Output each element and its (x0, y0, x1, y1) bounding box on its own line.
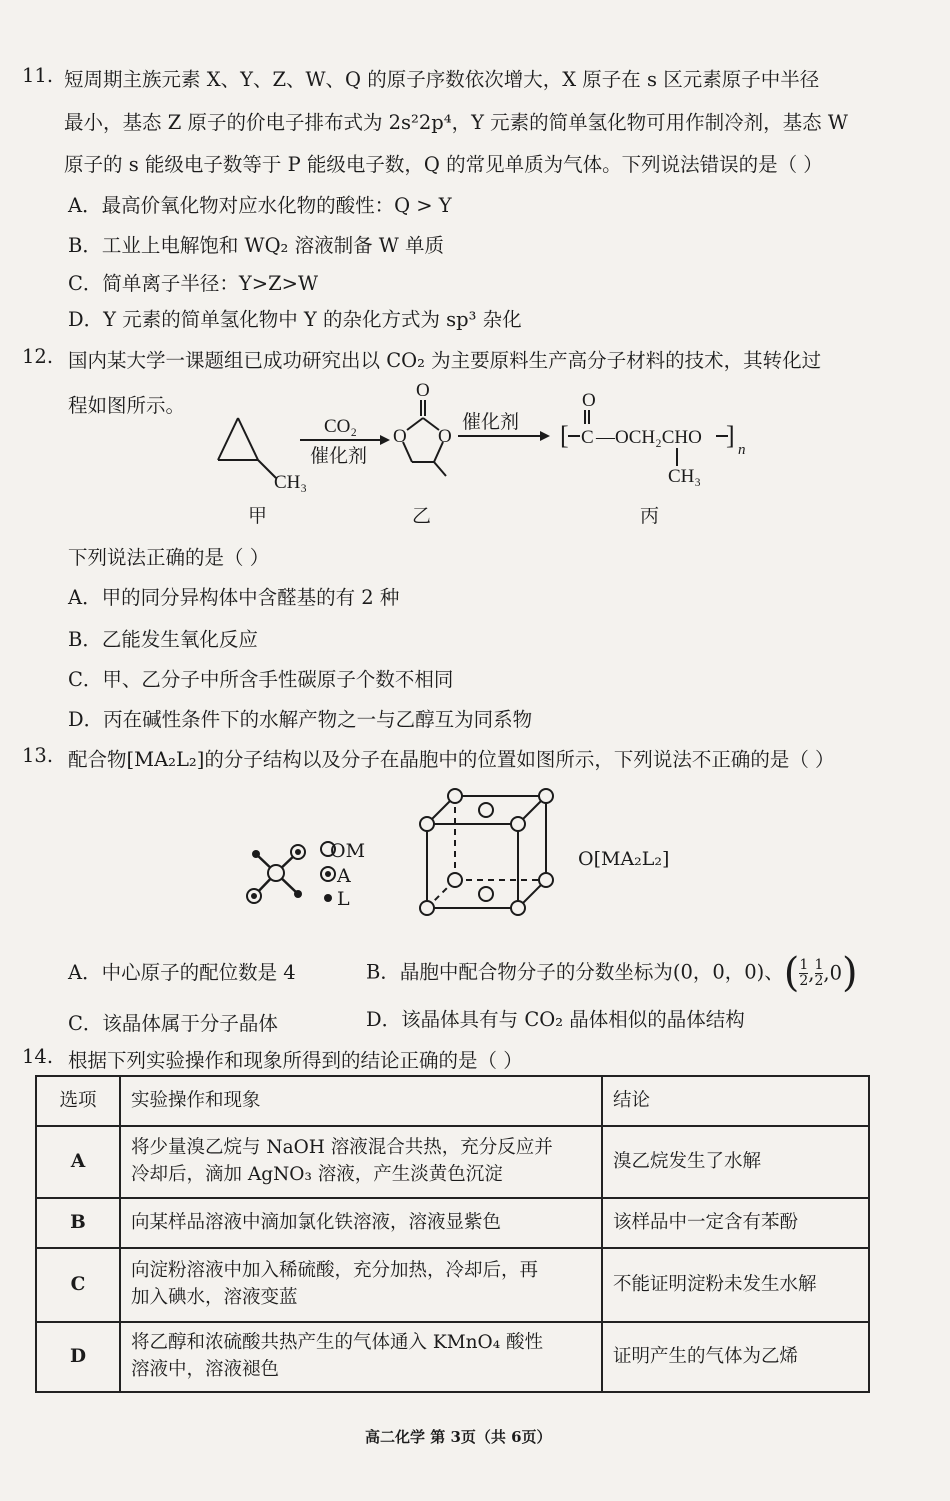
q13-option-a: A．中心原子的配位数是 4 (68, 961, 296, 984)
l-atom (252, 850, 260, 858)
q11-option-c: C．简单离子半径：Y>Z>W (68, 272, 319, 295)
polymer-n: n (738, 442, 746, 458)
header-conclusion: 结论 (602, 1076, 869, 1126)
polymer-ch3: CH₃ (668, 466, 702, 487)
row-option: B (36, 1198, 120, 1248)
q13-option-d: D．该晶体具有与 CO₂ 晶体相似的晶体结构 (366, 1008, 745, 1031)
q13-option-b-text: B．晶胞中配合物分子的分数坐标为(0，0，0)、 (366, 960, 784, 984)
polymer-c: C (581, 427, 594, 448)
cell-legend: O[MA₂L₂] (578, 848, 670, 870)
q13-number: 13. (22, 744, 54, 767)
q13-line: 配合物[MA₂L₂]的分子结构以及分子在晶胞中的位置如图所示，下列说法不正确的是（ ） (68, 748, 835, 771)
row-option: D (36, 1322, 120, 1392)
q13-option-b: B．晶胞中配合物分子的分数坐标为(0，0，0)、( $\frac{1}{2}$ , $\frac{1}{2}$ ,0) (366, 950, 858, 996)
row-operation: 将乙醇和浓硫酸共热产生的气体通入 KMnO₄ 酸性 溶液中，溶液褪色 (120, 1322, 602, 1392)
reaction-scheme (200, 378, 760, 530)
row-conclusion: 不能证明淀粉未发生水解 (602, 1248, 869, 1322)
row-option: A (36, 1126, 120, 1198)
label-bing: 丙 (640, 506, 660, 527)
q12-question: 下列说法正确的是（ ） (68, 546, 270, 569)
q12-option-c: C．甲、乙分子中所含手性碳原子个数不相同 (68, 668, 454, 691)
row-option: C (36, 1248, 120, 1322)
q11-line-2: 最小，基态 Z 原子的价电子排布式为 2s²2p⁴，Y 元素的简单氢化物可用作制冷剂，基态 W (64, 111, 848, 134)
q11-number: 11. (22, 64, 54, 87)
q11-option-b: B．工业上电解饱和 WQ₂ 溶液制备 W 单质 (68, 234, 445, 257)
table-row (36, 1198, 869, 1248)
q14-line: 根据下列实验操作和现象所得到的结论正确的是（ ） (68, 1049, 523, 1072)
jia-ch3: CH₃ (274, 472, 308, 493)
arrow-2-top: 催化剂 (462, 412, 520, 433)
header-operation: 实验操作和现象 (120, 1076, 602, 1126)
unit-cell-diagram (410, 784, 570, 924)
row-conclusion: 该样品中一定含有苯酚 (602, 1198, 869, 1248)
table-header-row (36, 1076, 869, 1126)
arrow-1-top: CO₂ (324, 416, 358, 437)
polymer-chain: —OCH₂CHO (596, 427, 702, 448)
arrow-1-bottom: 催化剂 (310, 446, 368, 467)
table-row (36, 1126, 869, 1198)
q11-option-a: A．最高价氧化物对应水化物的酸性：Q > Y (68, 194, 452, 217)
ring-o-right: O (438, 426, 452, 447)
q12-option-b: B．乙能发生氧化反应 (68, 628, 258, 651)
l-atom (294, 890, 302, 898)
table-row (36, 1248, 869, 1322)
legend-m: OM (330, 840, 366, 862)
experiment-table (35, 1075, 870, 1393)
legend-a: A (337, 865, 351, 887)
row-conclusion: 溴乙烷发生了水解 (602, 1126, 869, 1198)
header-option: 选项 (36, 1076, 120, 1126)
legend-l: L (337, 888, 350, 910)
page-footer: 高二化学 第 3页（共 6页） (365, 1428, 552, 1446)
q14-number: 14. (22, 1045, 54, 1068)
q11-option-d: D．Y 元素的简单氢化物中 Y 的杂化方式为 sp³ 杂化 (68, 308, 522, 331)
row-operation: 将少量溴乙烷与 NaOH 溶液混合共热，充分反应并 冷却后，滴加 AgNO₃ 溶液，产生淡黄色沉淀 (120, 1126, 602, 1198)
q12-option-a: A．甲的同分异构体中含醛基的有 2 种 (68, 586, 400, 609)
label-yi: 乙 (412, 506, 432, 527)
q12-option-d: D．丙在碱性条件下的水解产物之一与乙醇互为同系物 (68, 708, 533, 731)
row-operation: 向淀粉溶液中加入稀硫酸，充分加热，冷却后，再 加入碘水，溶液变蓝 (120, 1248, 602, 1322)
table-row (36, 1322, 869, 1392)
label-jia: 甲 (248, 506, 268, 527)
epoxide-structure (218, 418, 276, 478)
m-atom (268, 865, 284, 881)
carbonyl-o: O (416, 380, 430, 401)
q11-line-3: 原子的 s 能级电子数等于 P 能级电子数，Q 的常见单质为气体。下列说法错误的是（ ） (64, 153, 823, 176)
ring-o-left: O (393, 426, 407, 447)
q12-line-1: 国内某大学一课题组已成功研究出以 CO₂ 为主要原料生产高分子材料的技术，其转化过 (68, 349, 822, 372)
polymer-bracket-right: ] (726, 421, 735, 450)
row-conclusion: 证明产生的气体为乙烯 (602, 1322, 869, 1392)
q11-line-1: 短周期主族元素 X、Y、Z、W、Q 的原子序数依次增大，X 原子在 s 区元素原子中半径 (64, 68, 820, 91)
polymer-bracket-left: [ (560, 421, 569, 450)
polymer-carbonyl-o: O (582, 390, 596, 411)
q13-option-c: C．该晶体属于分子晶体 (68, 1012, 278, 1035)
q12-line-2: 程如图所示。 (68, 394, 186, 417)
row-operation: 向某样品溶液中滴加氯化铁溶液，溶液显紫色 (120, 1198, 602, 1248)
q12-number: 12. (22, 345, 54, 368)
